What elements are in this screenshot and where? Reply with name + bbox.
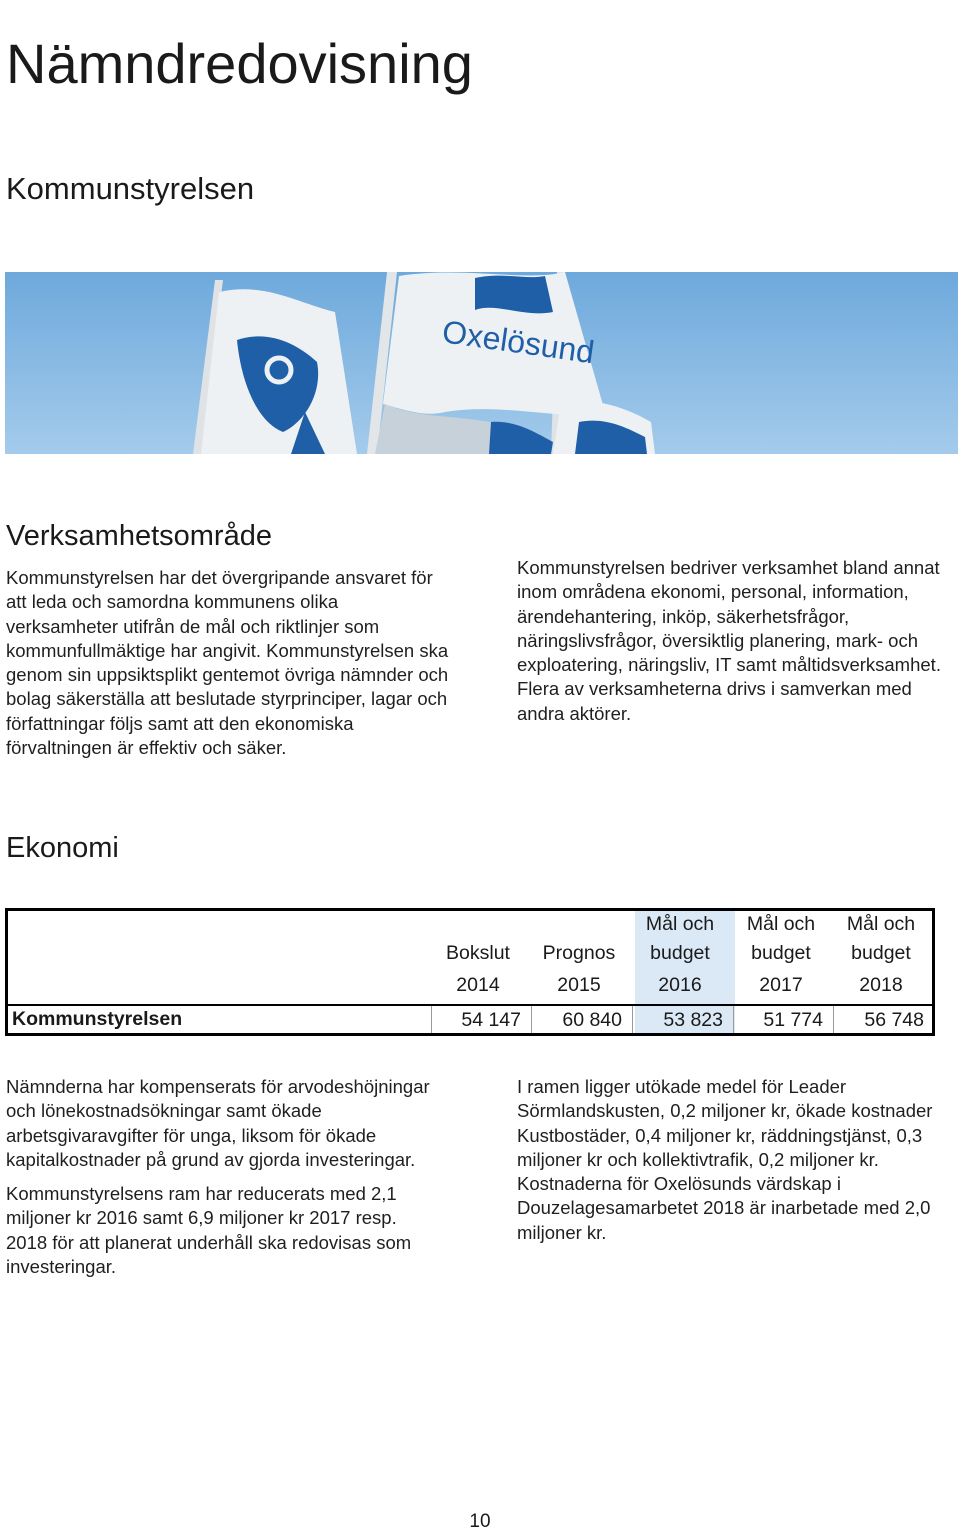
table-value-2016: 53 823: [663, 1009, 723, 1031]
col-header-2014-line2: Bokslut: [446, 942, 510, 964]
verksamhet-left-column: [6, 566, 451, 760]
table-value-2017: 51 774: [763, 1009, 823, 1031]
ekonomi-left-paragraph-2: Kommunstyrelsens ram har reducerats med 2,1 miljoner kr 2016 samt 6,9 miljoner kr 2017 resp. 2018 för att planerat underhåll ska redovisas som investeringar.: [6, 1183, 412, 1278]
flags-illustration: [5, 272, 958, 454]
flags-photo: [5, 272, 958, 454]
col-header-2015-line2: Prognos: [542, 942, 616, 964]
ekonomi-left-paragraph-1: Nämnderna har kompenserats för arvodeshöjningar och lönekostnadsökningar samt ökade arbetsgivaravgifter för unga, liksom för ökade kapitalkostnader på grund av gjorda investeringar.: [6, 1076, 430, 1170]
col-header-2018-line2: budget: [851, 942, 911, 964]
table-value-2014: 54 147: [461, 1009, 521, 1031]
col-header-2017-line3: 2017: [759, 974, 803, 996]
verksamhet-left-text: Kommunstyrelsen har det övergripande ansvaret för att leda och samordna kommunens olika verksamheter utifrån de mål och riktlinjer som kommunfullmäktige har angivit. Kommunstyrelsen ska genom sin uppsiktsplikt gentemot övriga nämnder och bolag säkerställa att beslutade styrprinciper, lagar och författningar följs samt att den ekonomiska förvaltningen är effektiv och säker.: [6, 567, 449, 759]
page-title: Nämndredovisning: [6, 31, 473, 95]
verksamhet-right-column: [517, 556, 947, 726]
col-header-2016-line1: Mål och: [645, 913, 715, 935]
page-number: 10: [469, 1511, 491, 1532]
table-top-border: [5, 908, 933, 911]
table-header-divider: [5, 1004, 933, 1006]
section-heading-ekonomi: Ekonomi: [6, 832, 119, 864]
col-header-2018-line1: Mål och: [846, 913, 916, 935]
ekonomi-right-paragraph-1: I ramen ligger utökade medel för Leader Sörmlandskusten, 0,2 miljoner kr, ökade kostnader Kustbostäder, 0,4 miljoner kr, räddningstjänst, 0,3 miljoner kr och kollektivtrafik, 0,2 miljoner kr. Kostnaderna för Oxelösunds värdskap i Douzelagesamarbetet 2018 är inarbetade med 2,0 miljoner kr.: [517, 1076, 933, 1243]
ekonomi-left-column: [6, 1075, 436, 1279]
flag-logo-text: Oxelösund: [440, 313, 597, 371]
section-heading-verksamhet: Verksamhetsområde: [6, 520, 272, 552]
table-right-border: [932, 908, 935, 1036]
table-row-label: Kommunstyrelsen: [12, 1008, 183, 1030]
table-left-border: [5, 908, 8, 1036]
col-header-2014-line3: 2014: [456, 974, 500, 996]
col-header-2017-line1: Mål och: [746, 913, 816, 935]
table-value-2018: 56 748: [864, 1009, 924, 1031]
table-bottom-border: [5, 1033, 933, 1036]
ekonomi-right-column: [517, 1075, 957, 1245]
table-value-2015: 60 840: [562, 1009, 622, 1031]
col-header-2016-line2: budget: [650, 942, 710, 964]
budget-table: [5, 908, 933, 1036]
verksamhet-right-text: Kommunstyrelsen bedriver verksamhet bland annat inom områdena ekonomi, personal, information, ärendehantering, inköp, säkerhetsfrågor, näringslivsfrågor, översiktlig planering, mark- och exploatering, näringsliv, IT samt måltidsverksamhet. Flera av verksamheterna drivs i samverkan med andra aktörer.: [517, 557, 941, 724]
col-header-2015-line3: 2015: [557, 974, 601, 996]
col-header-2016-line3: 2016: [658, 974, 702, 996]
page-subtitle: Kommunstyrelsen: [6, 171, 255, 206]
col-header-2018-line3: 2018: [859, 974, 903, 996]
col-header-2017-line2: budget: [751, 942, 811, 964]
